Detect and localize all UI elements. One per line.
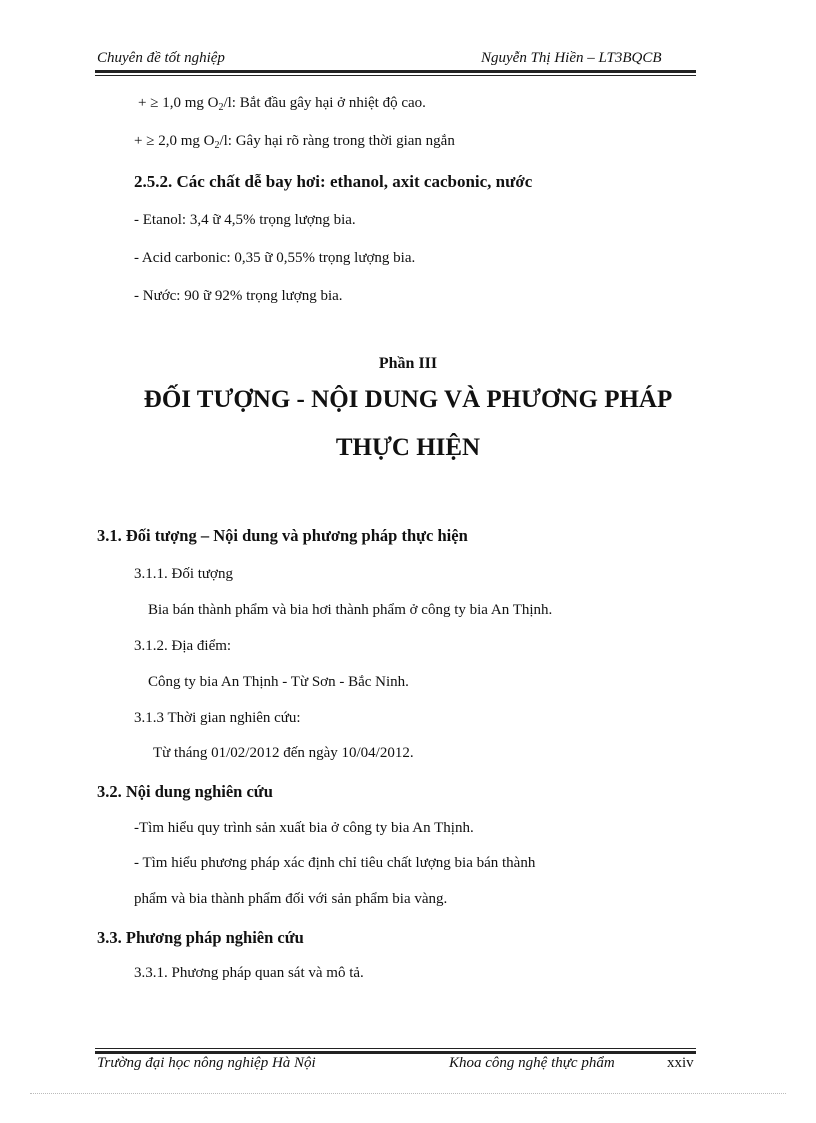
list-item-water: - Nước: 90 ữ 92% trọng lượng bia. bbox=[134, 288, 343, 304]
header-rule bbox=[95, 70, 696, 73]
footer-rule bbox=[95, 1051, 696, 1054]
section-31-heading: 3.1. Đối tượng – Nội dung và phương pháp thực hiện bbox=[97, 526, 468, 545]
section-32-item-2-line-1: - Tìm hiểu phương pháp xác định chỉ tiêu chất lượng bia bán thành bbox=[134, 855, 536, 871]
section-33-heading: 3.3. Phương pháp nghiên cứu bbox=[97, 928, 304, 947]
part-title-line-1: ĐỐI TƯỢNG - NỘI DUNG VÀ PHƯƠNG PHÁP bbox=[143, 386, 673, 413]
page-number: xxiv bbox=[667, 1055, 694, 1071]
oxygen-line-1: + ≥ 1,0 mg $O_2/l$: Bắt đầu gây hại ở nhiệt độ cao. bbox=[138, 95, 426, 113]
part-label: Phần III bbox=[378, 355, 438, 372]
section-311-text: Bia bán thành phẩm và bia hơi thành phẩm ở công ty bia An Thịnh. bbox=[148, 602, 553, 618]
footer-university: Trường đại học nông nghiệp Hà Nội bbox=[97, 1055, 316, 1071]
section-312-label: 3.1.2. Địa điểm: bbox=[134, 638, 232, 654]
section-311-label: 3.1.1. Đối tượng bbox=[134, 566, 233, 582]
list-item-acid: - Acid carbonic: 0,35 ữ 0,55% trọng lượng bia. bbox=[134, 250, 416, 266]
footer-rule-thin bbox=[95, 1048, 696, 1049]
footer-faculty: Khoa công nghệ thực phẩm bbox=[449, 1055, 615, 1071]
section-313-label: 3.1.3 Thời gian nghiên cứu: bbox=[134, 710, 301, 726]
section-32-item-2-line-2: phẩm và bia thành phẩm đối với sản phẩm bia vàng. bbox=[134, 891, 448, 907]
header-left-title: Chuyên đề tốt nghiệp bbox=[97, 50, 225, 66]
section-252-heading: 2.5.2. Các chất dễ bay hơi: ethanol, axit cacbonic, nước bbox=[134, 172, 533, 191]
list-item-ethanol: - Etanol: 3,4 ữ 4,5% trọng lượng bia. bbox=[134, 212, 356, 228]
section-313-text: Từ tháng 01/02/2012 đến ngày 10/04/2012. bbox=[153, 745, 414, 761]
page-bottom-divider bbox=[30, 1093, 786, 1094]
header-right-author: Nguyễn Thị Hiền – LT3BQCB bbox=[481, 50, 662, 66]
section-312-text: Công ty bia An Thịnh - Từ Sơn - Bắc Ninh. bbox=[148, 674, 409, 690]
header-rule-thin bbox=[95, 75, 696, 76]
oxygen-line-2: + ≥ 2,0 mg $O_2/l$: Gây hại rõ ràng trong thời gian ngắn bbox=[134, 133, 455, 151]
part-title-line-2: THỰC HIỆN bbox=[335, 434, 481, 461]
section-331-text: 3.3.1. Phương pháp quan sát và mô tả. bbox=[134, 965, 364, 981]
section-32-item-1: -Tìm hiểu quy trình sản xuất bia ở công ty bia An Thịnh. bbox=[134, 820, 474, 836]
section-32-heading: 3.2. Nội dung nghiên cứu bbox=[97, 782, 273, 801]
